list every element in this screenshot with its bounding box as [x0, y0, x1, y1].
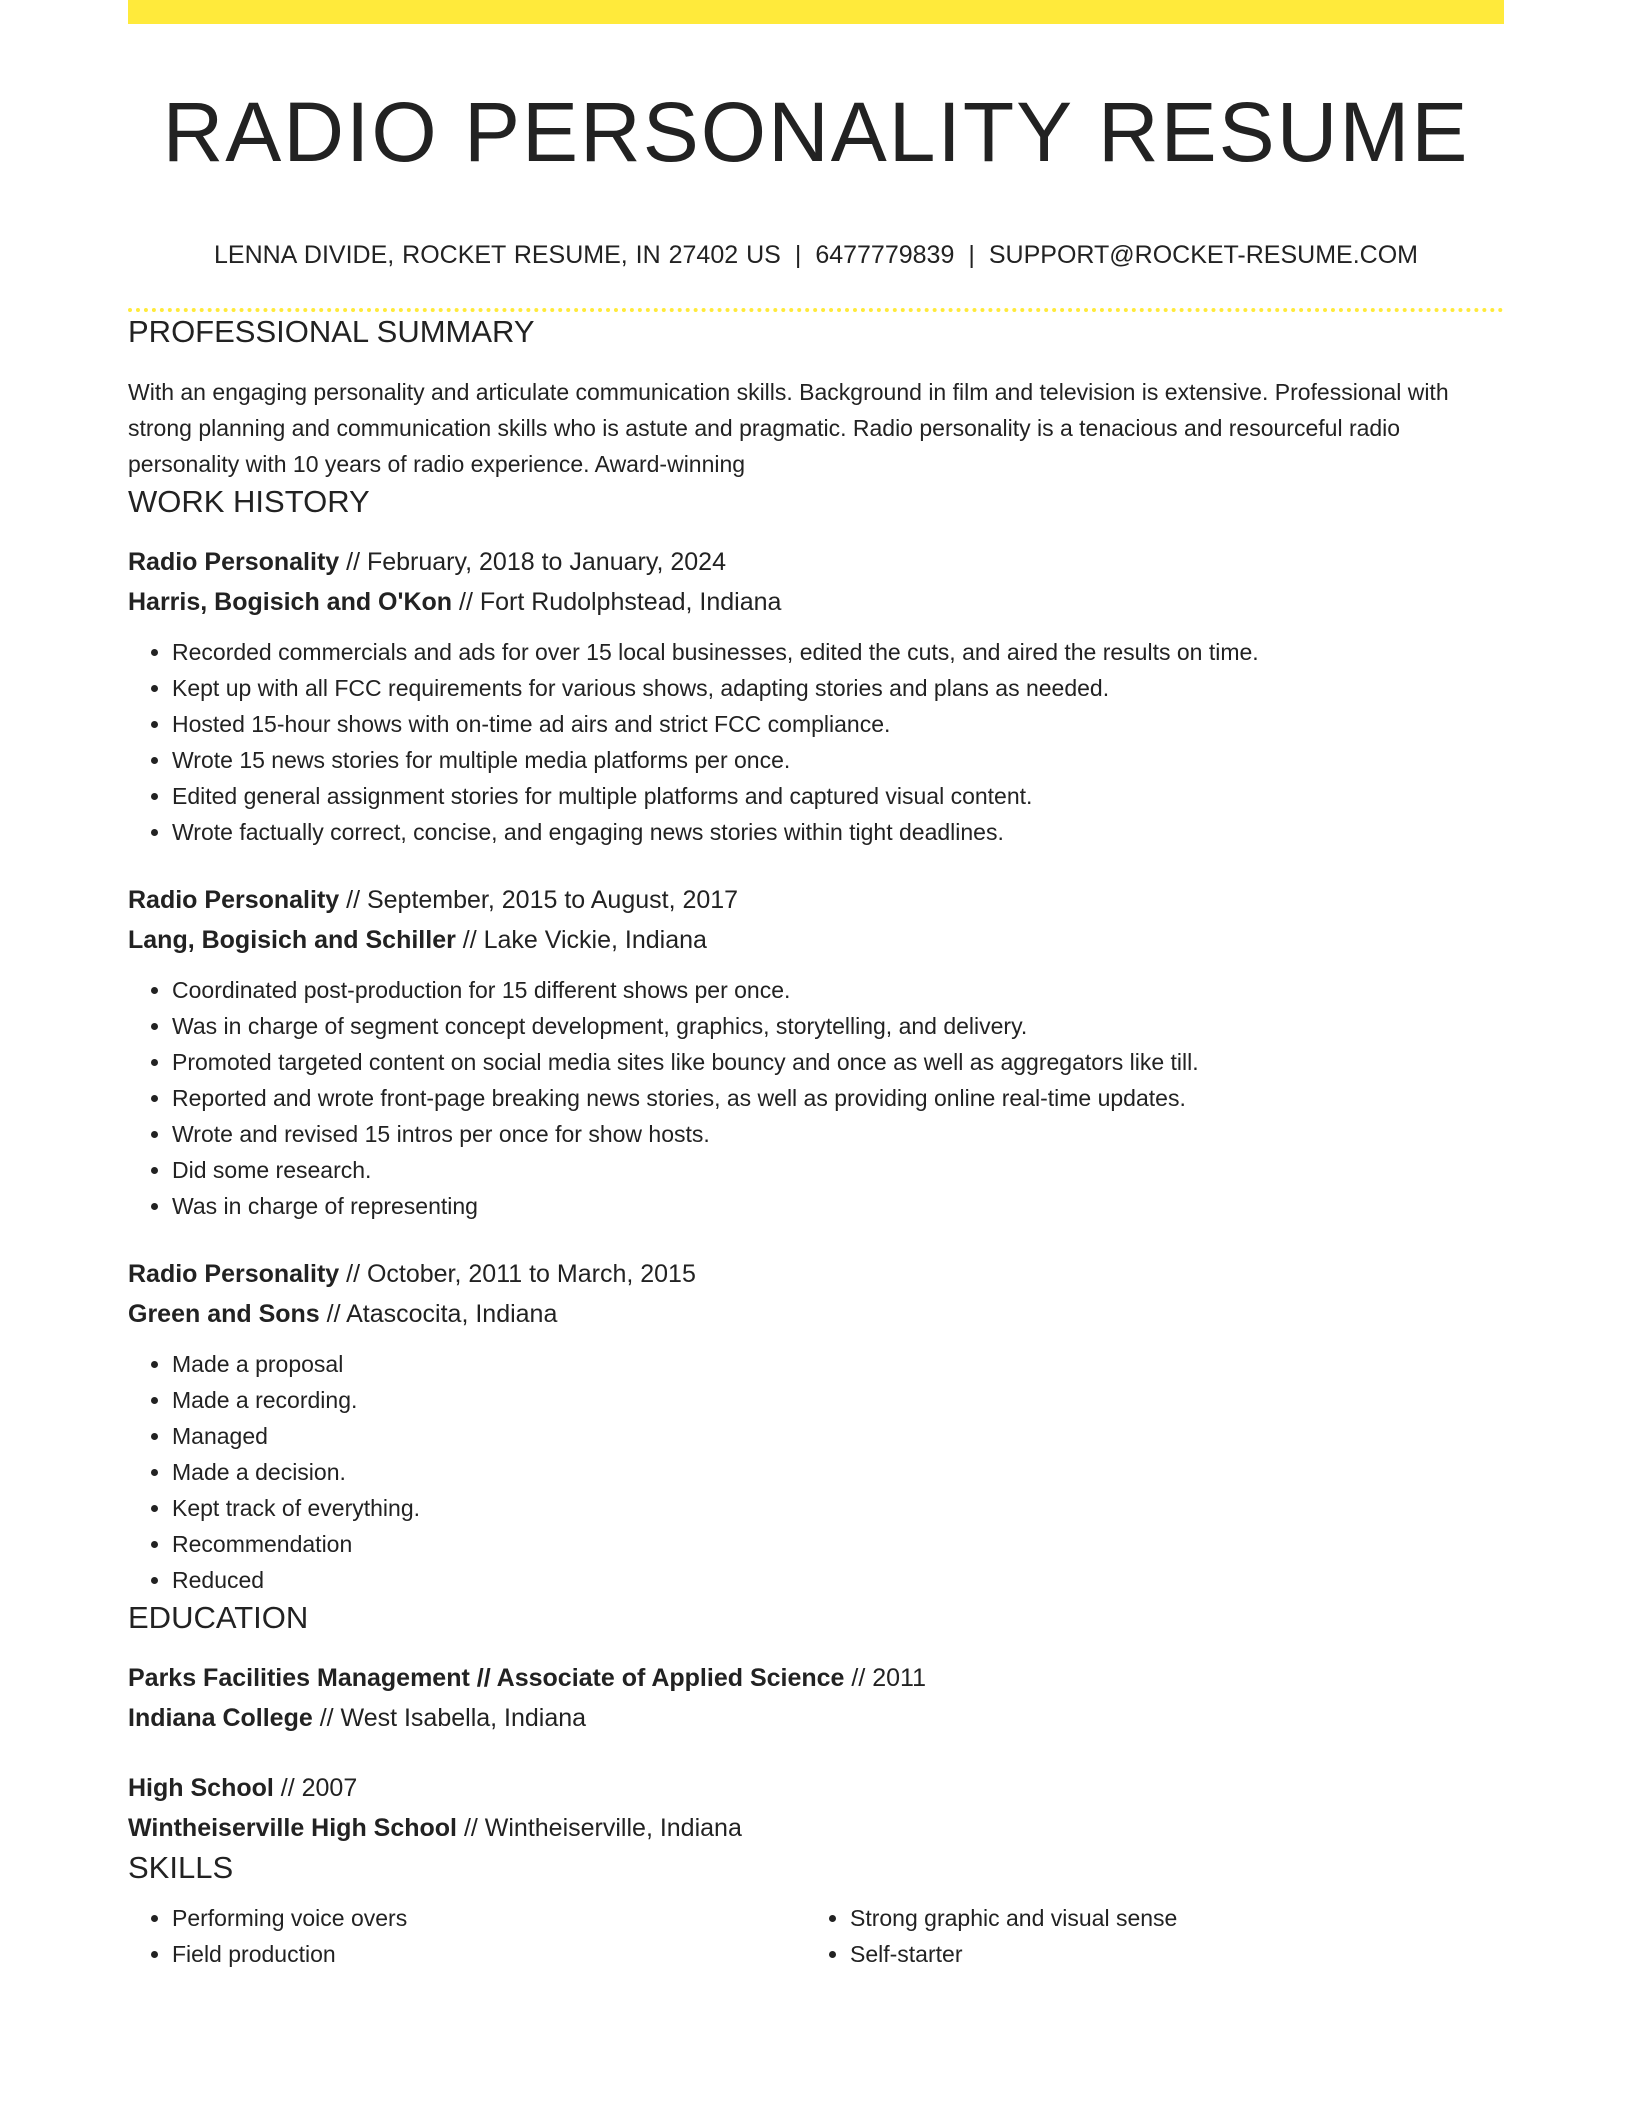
contact-email: SUPPORT@ROCKET-RESUME.COM [988, 241, 1418, 269]
skills-list [128, 1900, 1504, 1972]
job-title-line [128, 880, 1504, 920]
job-company-line [128, 1294, 1504, 1334]
skill-item: • Strong graphic and visual sense [850, 1900, 1484, 1936]
job-bullets [128, 1346, 1504, 1598]
job-company: Green and Sons [128, 1300, 320, 1328]
job-bullet: • Kept track of everything. [172, 1490, 1504, 1526]
resume-title: RADIO PERSONALITY RESUME [162, 85, 1470, 179]
job-bullets [128, 634, 1504, 850]
education-location: // Wintheiserville, Indiana [457, 1814, 742, 1842]
job-location: // Lake Vickie, Indiana [455, 926, 707, 954]
job-bullet: • Edited general assignment stories for multiple platforms and captured visual content. [172, 778, 1504, 814]
education-school-line [128, 1808, 1504, 1848]
education-heading: EDUCATION [128, 1600, 309, 1635]
job-bullet: • Promoted targeted content on social media sites like bouncy and once as well as aggregators like till. [172, 1044, 1504, 1080]
job-bullet: • Made a proposal [172, 1346, 1504, 1382]
job-dates: // February, 2018 to January, 2024 [339, 548, 726, 576]
job-bullet: • Was in charge of representing [172, 1188, 1504, 1224]
skills-heading: SKILLS [128, 1850, 234, 1885]
job-bullet: • Kept up with all FCC requirements for various shows, adapting stories and plans as needed. [172, 670, 1504, 706]
education-entry [128, 1768, 1504, 1848]
job-bullet: • Recommendation [172, 1526, 1504, 1562]
job-company-line [128, 582, 1504, 622]
education-location: // West Isabella, Indiana [312, 1704, 587, 1732]
education-school: Indiana College [128, 1704, 313, 1732]
job-title: Radio Personality [128, 1260, 340, 1288]
job-bullets [128, 972, 1504, 1224]
job-entry [128, 880, 1504, 1224]
contact-separator: | [794, 241, 802, 269]
skill-item: • Self-starter [850, 1936, 1484, 1972]
job-title-line [128, 1254, 1504, 1294]
education-degree-line [128, 1768, 1504, 1808]
job-bullet: • Wrote and revised 15 intros per once for show hosts. [172, 1116, 1504, 1152]
contact-address: LENNA DIVIDE, ROCKET RESUME, IN 27402 US [213, 241, 781, 269]
job-bullet: • Coordinated post-production for 15 different shows per once. [172, 972, 1504, 1008]
job-location: // Fort Rudolphstead, Indiana [452, 588, 782, 616]
job-bullet: • Managed [172, 1418, 1504, 1454]
job-entry [128, 542, 1504, 850]
job-location: // Atascocita, Indiana [319, 1300, 558, 1328]
education-school-line [128, 1698, 1504, 1738]
summary-heading: PROFESSIONAL SUMMARY [128, 314, 535, 349]
job-bullet: • Made a recording. [172, 1382, 1504, 1418]
job-entry [128, 1254, 1504, 1598]
education-degree-line [128, 1658, 1504, 1698]
education-year: // 2011 [844, 1664, 927, 1692]
job-dates: // September, 2015 to August, 2017 [339, 886, 739, 914]
contact-separator: | [968, 241, 975, 269]
education-year: // 2007 [273, 1774, 358, 1802]
job-title: Radio Personality [128, 548, 340, 576]
skills-column-left [128, 1900, 806, 1972]
job-dates: // October, 2011 to March, 2015 [339, 1260, 696, 1288]
job-company-line [128, 920, 1504, 960]
skill-item: • Performing voice overs [172, 1900, 806, 1936]
job-title: Radio Personality [128, 886, 340, 914]
education-degree: High School [128, 1774, 274, 1802]
education-degree: Parks Facilities Management // Associate of Applied Science [128, 1664, 845, 1692]
job-bullet: • Did some research. [172, 1152, 1504, 1188]
education-entry [128, 1658, 1504, 1738]
job-title-line [128, 542, 1504, 582]
education-school: Wintheiserville High School [128, 1814, 457, 1842]
job-bullet: • Was in charge of segment concept development, graphics, storytelling, and delivery. [172, 1008, 1504, 1044]
job-bullet: • Recorded commercials and ads for over 15 local businesses, edited the cuts, and aired the results on time. [172, 634, 1504, 670]
job-bullet: • Hosted 15-hour shows with on-time ad airs and strict FCC compliance. [172, 706, 1504, 742]
contact-phone: 6477779839 [815, 241, 955, 269]
resume-page [128, 0, 1504, 1972]
skills-column-right [806, 1900, 1484, 1972]
skill-item: • Field production [172, 1936, 806, 1972]
contact-line [128, 240, 1504, 270]
job-bullet: • Wrote 15 news stories for multiple media platforms per once. [172, 742, 1504, 778]
summary-text: With an engaging personality and articulate communication skills. Background in film and television is extensive. Professional with strong planning and communication skills who is astute and pragmatic. Radio personality is a tenacious and resourceful radio personality with 10 years of radio experience. Award-winning [128, 379, 1449, 477]
job-bullet: • Reduced [172, 1562, 1504, 1598]
job-bullet: • Reported and wrote front-page breaking news stories, as well as providing online real-time updates. [172, 1080, 1504, 1116]
accent-top-bar [128, 0, 1504, 24]
job-bullet: • Made a decision. [172, 1454, 1504, 1490]
work-history-heading: WORK HISTORY [128, 484, 370, 519]
job-company: Lang, Bogisich and Schiller [128, 926, 456, 954]
job-bullet: • Wrote factually correct, concise, and engaging news stories within tight deadlines. [172, 814, 1504, 850]
job-company: Harris, Bogisich and O'Kon [128, 588, 453, 616]
